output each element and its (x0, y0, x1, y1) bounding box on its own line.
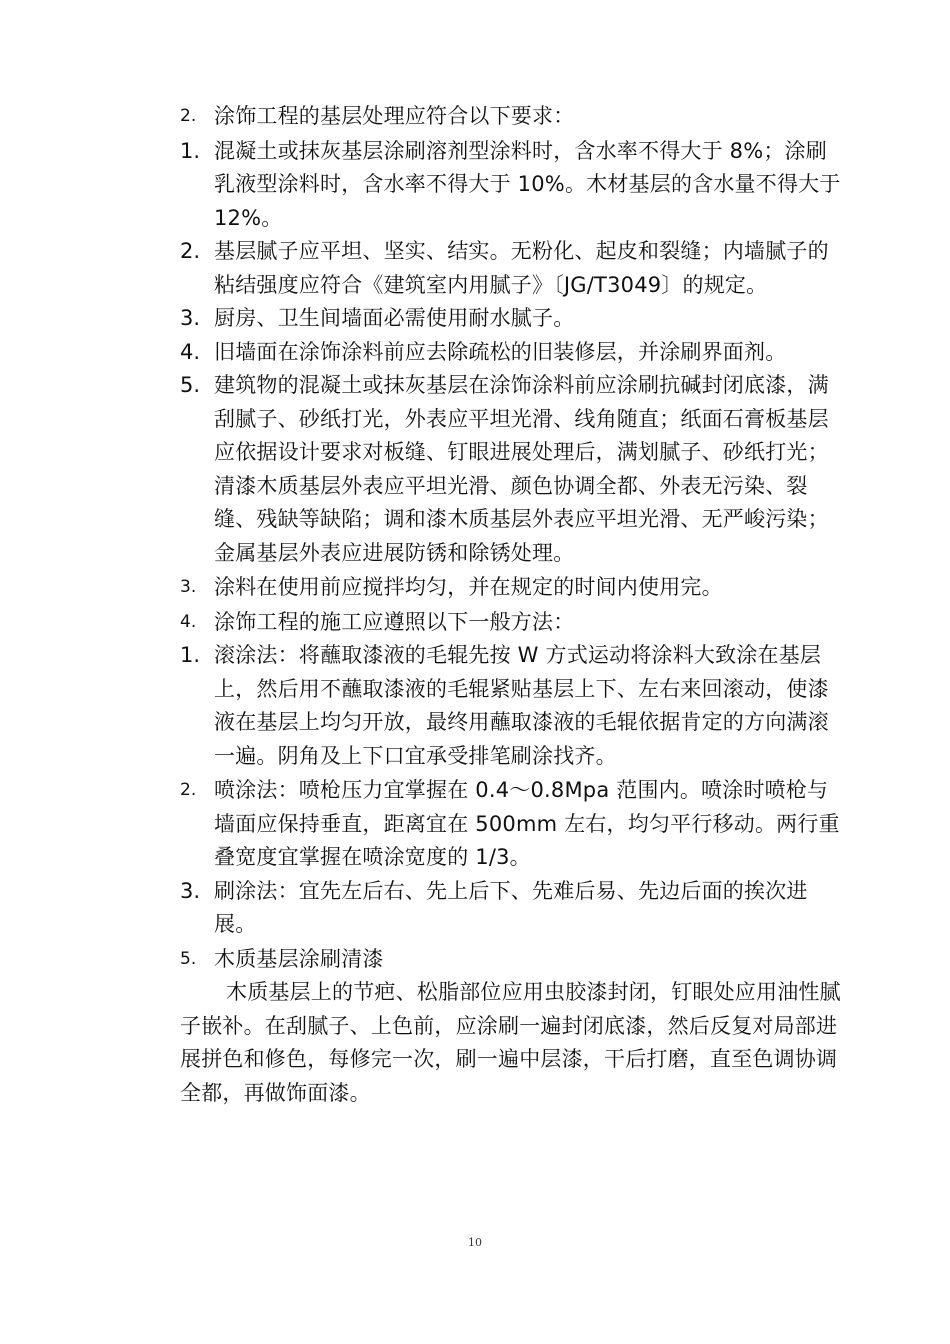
page-number: 10 (468, 1236, 482, 1249)
list-number: 5. (180, 373, 201, 397)
list-text: 厨房、卫生间墙面必需使用耐水腻子。 (214, 306, 575, 330)
list-item (180, 302, 845, 336)
list-number: 2. (180, 239, 201, 263)
list-text: 涂饰工程的施工应遵照以下一般方法： (214, 609, 575, 634)
list-number: 3. (180, 577, 197, 597)
list-text: 基层腻子应平坦、坚实、结实。无粉化、起皮和裂缝；内墙腻子的粘结强度应符合《建筑室内用腻子》〔JG/T3049〕的规定。 (214, 239, 829, 297)
list-item (180, 606, 845, 640)
list-number: 2. (180, 106, 197, 126)
list-number: 3. (180, 878, 201, 903)
list-text: 涂料在使用前应搅拌均匀，并在规定的时间内使用完。 (214, 575, 723, 599)
list-number: 2. (180, 780, 197, 800)
list-item (180, 571, 845, 605)
list-text: 刷涂法：宜先左后右、先上后下、先难后易、先边后面的挨次进展。 (214, 878, 808, 936)
list-text: 建筑物的混凝土或抹灰基层在涂饰涂料前应涂刷抗碱封闭底漆，满刮腻子、砂纸打光，外表应平坦光滑、线角随直；纸面石膏板基层应依据设计要求对板缝、钉眼进展处理后，满划腻子、砂纸打光；清漆木质基层外表应平坦光滑、颜色协调全都、外表无污染、裂缝、残缺等缺陷；调和漆木质基层外表应平坦光滑、无严峻污染；金属基层外表应进展防锈和除锈处理。 (214, 373, 829, 565)
list-text: 涂饰工程的基层处理应符合以下要求： (214, 104, 575, 128)
list-number: 4. (180, 339, 201, 364)
list-number: 1. (180, 138, 201, 163)
list-text: 旧墙面在涂饰涂料前应去除疏松的旧装修层，并涂刷界面剂。 (214, 339, 787, 364)
list-number: 4. (180, 611, 197, 632)
list-text: 木质基层涂刷清漆 (214, 946, 384, 971)
list-number: 1. (180, 643, 201, 667)
list-text: 滚涂法：将蘸取漆液的毛辊先按 W 方式运动将涂料大致涂在基层上，然后用不蘸取漆液的毛辊紧贴基层上下、左右来回滚动，使漆液在基层上均匀开放，最终用蘸取漆液的毛辊依据肯定的方向满滚一遍。阴角及上下口宜承受排笔刷涂找齐。 (214, 643, 829, 768)
list-number: 5. (180, 948, 197, 969)
list-item (180, 639, 845, 773)
list-item (180, 875, 845, 942)
list-item (180, 369, 845, 570)
body-paragraph: 木质基层上的节疤、松脂部位应用虫胶漆封闭，钉眼处应用油性腻子嵌补。在刮腻子、上色前，应涂刷一遍封闭底漆，然后反复对局部进展拼色和修色，每修完一次，刷一遍中层漆，干后打磨，直至色调协调全都，再做饰面漆。 (180, 980, 841, 1105)
list-number: 3. (180, 306, 201, 330)
list-item (180, 774, 845, 875)
list-text: 喷涂法：喷枪压力宜掌握在 0.4～0.8Mpa 范围内。喷涂时喷枪与墙面应保持垂直，距离宜在 500mm 左右，均匀平行移动。两行重叠宽度宜掌握在喷涂宽度的 1/3。 (214, 778, 840, 869)
list-item (180, 235, 845, 302)
list-text: 混凝土或抹灰基层涂刷溶剂型涂料时，含水率不得大于 8%；涂刷乳液型涂料时，含水率不得大于 10%。木材基层的含水量不得大于 12%。 (214, 138, 841, 230)
document-body (180, 100, 845, 1110)
list-item (180, 336, 845, 370)
list-item (180, 100, 845, 134)
list-item (180, 943, 845, 977)
list-item (180, 135, 845, 236)
